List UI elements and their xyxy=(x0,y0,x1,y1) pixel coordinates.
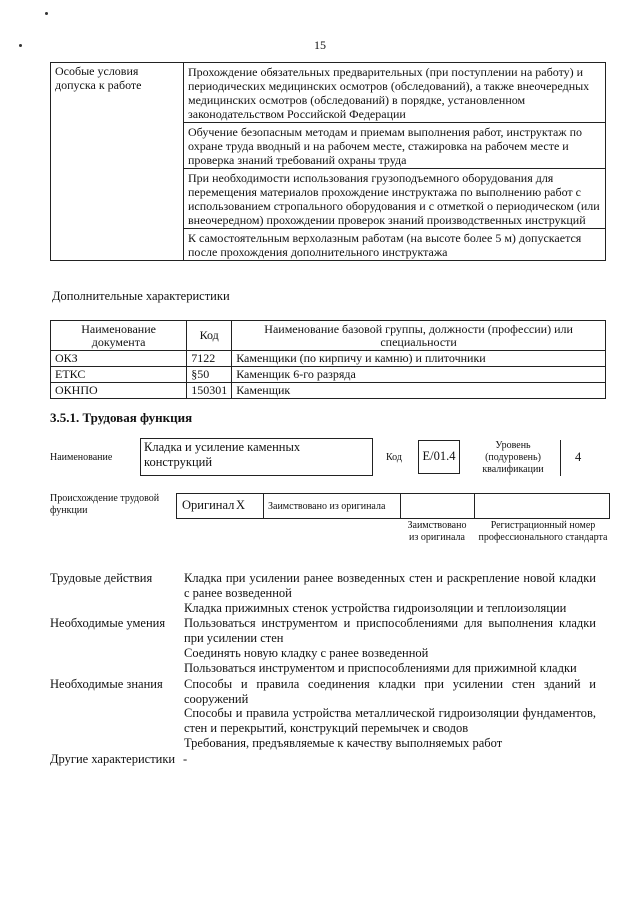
other-value: - xyxy=(183,752,188,766)
borrowed-label: Заимствовано из оригинала xyxy=(268,501,386,512)
knowledge-item: Способы и правила соединения кладки при усилении стен зданий и сооружений xyxy=(184,677,596,706)
cell-group: Каменщик 6-го разряда xyxy=(232,367,606,383)
cell-doc: ЕТКС xyxy=(51,367,187,383)
action-item: Кладка прижимных стенок устройства гидроизоляции и теплоизоляции xyxy=(184,601,567,615)
origin-divider xyxy=(474,493,475,519)
additional-table xyxy=(50,320,606,399)
regnum-caption: Регистрационный номер профессионального стандарта xyxy=(478,520,608,543)
original-label: Оригинал xyxy=(182,498,235,512)
cell-code: 150301 xyxy=(187,383,232,399)
cell-group: Каменщики (по кирпичу и камню) и плиточники xyxy=(232,351,606,367)
table-row xyxy=(51,351,606,367)
table-row xyxy=(51,383,606,399)
conditions-items xyxy=(184,63,606,261)
skill-item: Пользоваться инструментом и приспособлениями для выполнения кладки при усилении стен xyxy=(184,616,596,645)
cell-code: §50 xyxy=(187,367,232,383)
knowledge-item: Способы и правила устройства металлической гидроизоляции фундаментов, стен и перекрытий, конструкций перемычек и сводов xyxy=(184,706,596,735)
action-item: Кладка при усилении ранее возведенных стен и раскрепление новой кладки с ранее возведенной xyxy=(184,571,596,600)
skill-item: Соединять новую кладку с ранее возведенной xyxy=(184,646,429,660)
name-value: Кладка и усиление каменных конструкций xyxy=(140,438,373,476)
header-doc: Наименование документа xyxy=(51,321,187,351)
section-title: 3.5.1. Трудовая функция xyxy=(50,410,193,425)
level-value: 4 xyxy=(575,450,582,464)
knowledge-item: Требования, предъявляемые к качеству выполняемых работ xyxy=(184,736,503,750)
cell-doc: ОКЗ xyxy=(51,351,187,367)
condition-item: Обучение безопасным методам и приемам выполнения работ, инструктаж по охране труда вводный и на рабочем месте, стажировка на рабочем месте и проверка знаний требований охраны труда xyxy=(184,123,605,169)
origin-divider xyxy=(263,493,264,519)
code-label: Код xyxy=(386,452,402,463)
cell-doc: ОКНПО xyxy=(51,383,187,399)
skills-label: Необходимые умения xyxy=(50,616,166,630)
page-number: 15 xyxy=(314,38,326,52)
header-group: Наименование базовой группы, должности (профессии) или специальности xyxy=(232,321,606,351)
actions-label: Трудовые действия xyxy=(50,571,153,585)
level-label: Уровень (подуровень) квалификации xyxy=(482,440,544,475)
additional-title: Дополнительные характеристики xyxy=(52,289,230,303)
skill-item: Пользоваться инструментом и приспособлениями для прижимной кладки xyxy=(184,661,577,675)
origin-divider xyxy=(400,493,401,519)
original-mark: X xyxy=(236,498,246,512)
condition-item: Прохождение обязательных предварительных (при поступлении на работу) и периодических медицинских осмотров (обследований), а также внеочередных медицинских осмотров (обследований) в порядке, установленном законодательством Российской Федерации xyxy=(184,63,605,123)
conditions-table xyxy=(50,62,606,261)
code-value: E/01.4 xyxy=(418,440,460,474)
name-label: Наименование xyxy=(50,452,113,463)
scan-speck xyxy=(45,12,48,15)
level-divider xyxy=(560,440,562,476)
condition-item: К самостоятельным верхолазным работам (на высоте более 5 м) допускается после прохождения дополнительного инструктажа xyxy=(188,231,582,259)
other-label: Другие характеристики xyxy=(50,752,176,766)
borrowed-caption: Заимствовано из оригинала xyxy=(407,520,467,543)
cell-code: 7122 xyxy=(187,351,232,367)
cell-group: Каменщик xyxy=(232,383,606,399)
table-row xyxy=(51,367,606,383)
knowledge-label: Необходимые знания xyxy=(50,677,163,691)
condition-item: При необходимости использования грузоподъемного оборудования для перемещения материалов прохождение инструктажа по выполнению работ с использованием стропального оборудования и с отметкой о периодическом (или внеочередном) прохождении проверок знаний производственных инструкций xyxy=(184,169,605,229)
origin-label: Происхождение трудовой функции xyxy=(50,493,160,516)
header-code: Код xyxy=(187,321,232,351)
conditions-label: Особые условия допуска к работе xyxy=(51,63,184,261)
